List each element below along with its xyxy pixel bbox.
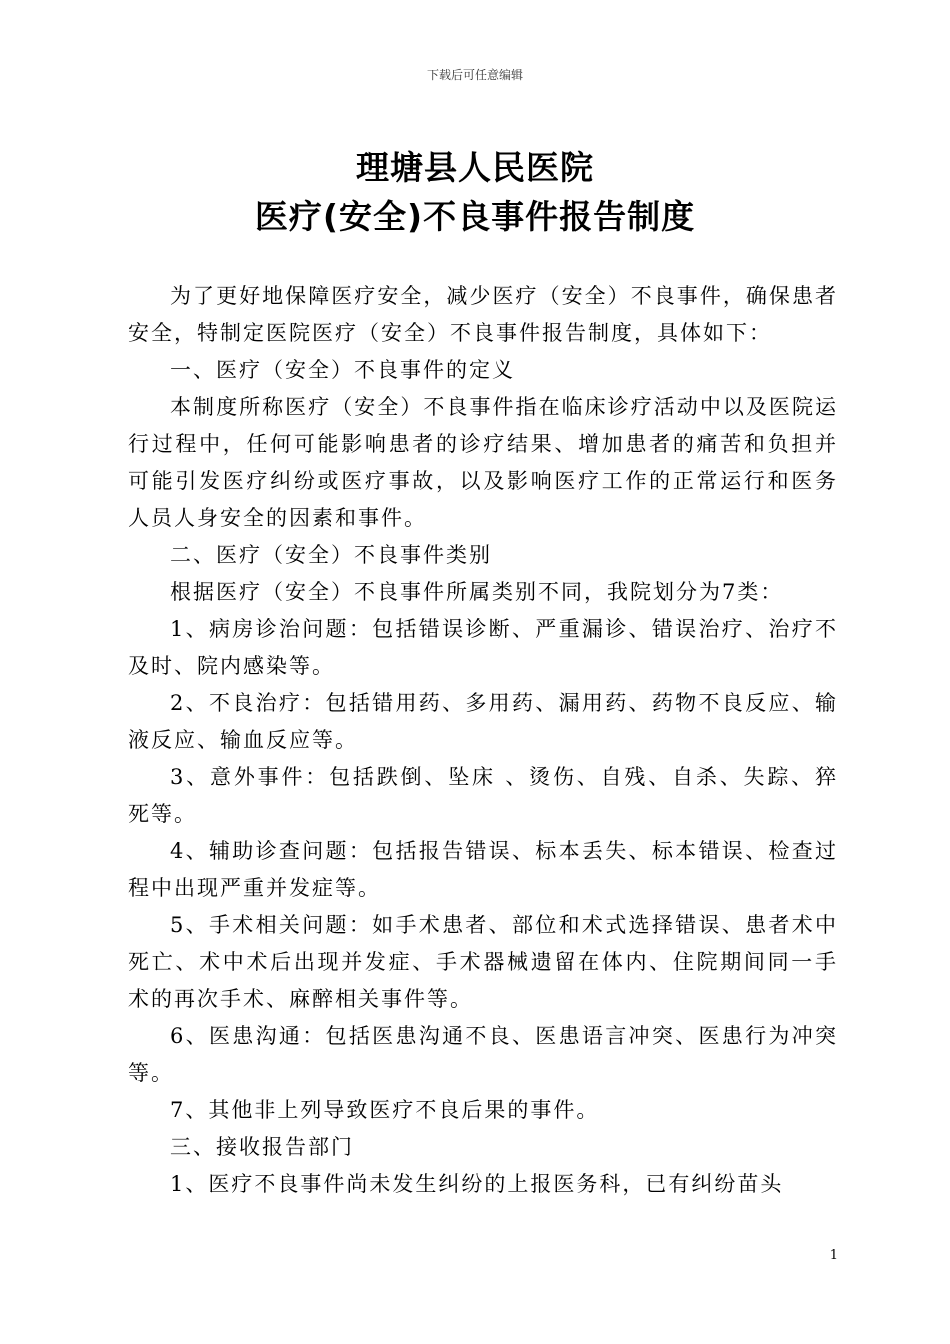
list-item-category-4: 4、辅助诊查问题：包括报告错误、标本丢失、标本错误、检查过程中出现严重并发症等。 [128, 839, 838, 900]
section-heading-categories: 二、医疗（安全）不良事件类别 [170, 543, 492, 567]
document-body [128, 278, 838, 1203]
paragraph-categories-intro: 根据医疗（安全）不良事件所属类别不同，我院划分为7类： [170, 580, 784, 604]
list-item-category-5: 5、手术相关问题：如手术患者、部位和术式选择错误、患者术中死亡、术中术后出现并发症、手术器械遗留在体内、住院期间同一手术的再次手术、麻醉相关事件等。 [128, 913, 838, 1011]
header-note: 下载后可任意编辑 [426, 68, 523, 82]
list-item-category-2: 2、不良治疗：包括错用药、多用药、漏用药、药物不良反应、输液反应、输血反应等。 [128, 691, 838, 752]
paragraph-reporting-1: 1、医疗不良事件尚未发生纠纷的上报医务科，已有纠纷苗头 [170, 1172, 784, 1196]
paragraph-definition: 本制度所称医疗（安全）不良事件指在临床诊疗活动中以及医院运行过程中，任何可能影响患者的诊疗结果、增加患者的痛苦和负担并可能引发医疗纠纷或医疗事故，以及影响医疗工作的正常运行和医务人员人身安全的因素和事件。 [128, 395, 838, 530]
list-item-category-3: 3、意外事件：包括跌倒、坠床 、烫伤、自残、自杀、失踪、猝死等。 [128, 765, 838, 826]
page-number: 1 [829, 1248, 838, 1263]
list-item-category-1: 1、病房诊治问题：包括错误诊断、严重漏诊、错误治疗、治疗不及时、院内感染等。 [128, 617, 838, 678]
section-heading-definition: 一、医疗（安全）不良事件的定义 [170, 358, 515, 382]
document-title-regulation: 医疗(安全)不良事件报告制度 [254, 197, 696, 236]
document-title-hospital: 理塘县人民医院 [356, 148, 594, 187]
section-heading-reporting-department: 三、接收报告部门 [170, 1135, 354, 1159]
list-item-category-6: 6、医患沟通：包括医患沟通不良、医患语言冲突、医患行为冲突等。 [128, 1024, 838, 1085]
list-item-category-7: 7、其他非上列导致医疗不良后果的事件。 [170, 1098, 600, 1122]
paragraph-intro: 为了更好地保障医疗安全，减少医疗（安全）不良事件，确保患者安全，特制定医院医疗（安全）不良事件报告制度，具体如下： [128, 284, 838, 345]
